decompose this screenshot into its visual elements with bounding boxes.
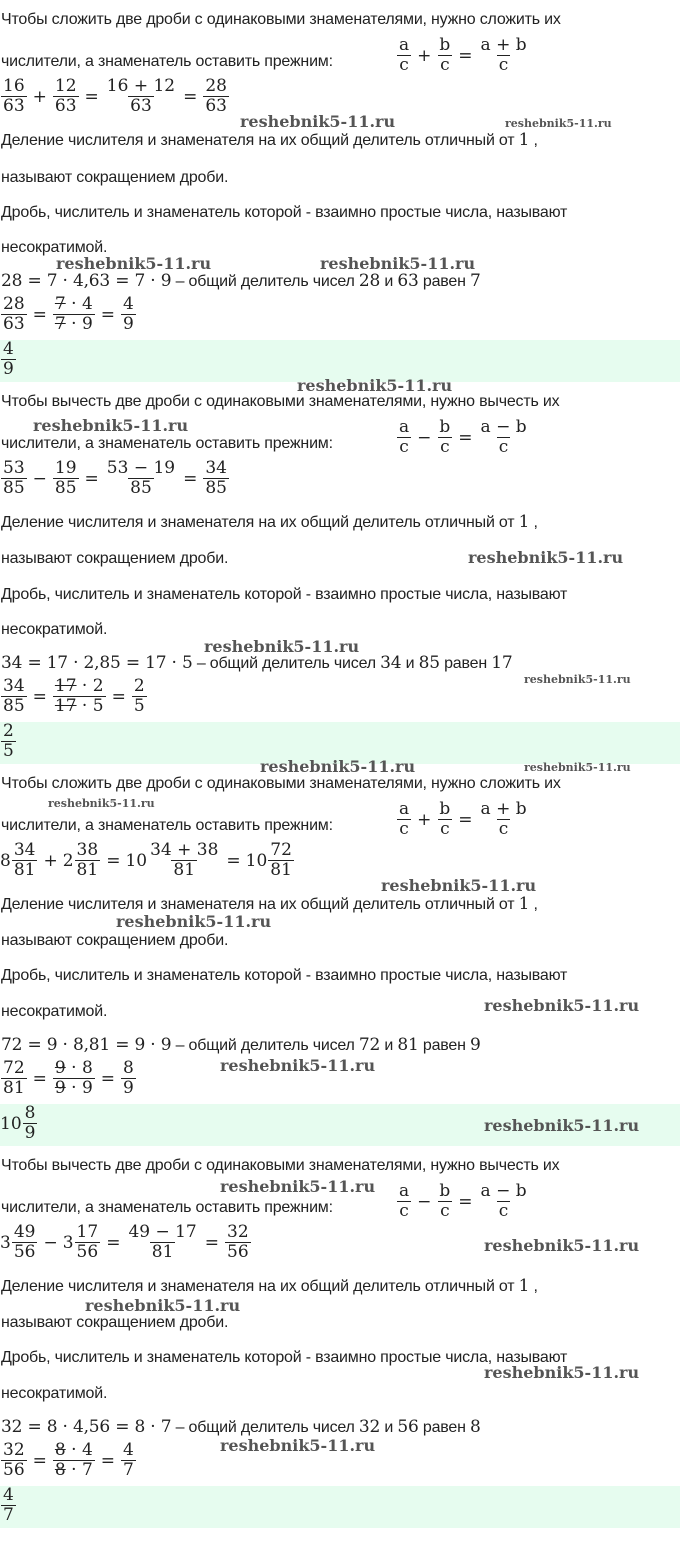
irreducible-definition: Дробь, числитель и знаменатель которой - взаимно простые числа, называют xyxy=(1,967,568,984)
reduction-definition: Деление числителя и знаменателя на их общий делитель отличный от 1 , xyxy=(1,130,538,150)
watermark: reshebnik5-11.ru xyxy=(484,1236,640,1255)
irreducible-definition: Дробь, числитель и знаменатель которой - взаимно простые числа, называют xyxy=(1,586,568,603)
calculation-formula: 8 $\frac{34}{81}$ + 2 $\frac{38}{81}$ = 10 $\frac{34 + 38}{81}$ = 10 $\frac{72}{81}$ xyxy=(0,840,292,880)
irreducible-definition: несократимой. xyxy=(1,239,108,256)
reduction-formula: $\frac{34}{85}$ = $\frac{17 \cdot 2}{17 \cdot 5}$ = $\frac{2}{5}$ xyxy=(3,676,145,716)
rule-text: Чтобы сложить две дроби с одинаковыми знаменателями, нужно сложить их xyxy=(1,11,561,28)
reduction-definition: называют сокращением дроби. xyxy=(1,1314,229,1331)
answer-fraction: $\frac{4}{9}$ xyxy=(3,339,14,379)
watermark: reshebnik5-11.ru xyxy=(505,117,612,130)
watermark: reshebnik5-11.ru xyxy=(33,416,189,435)
gcd-statement: 32 = 8 · 4,56 = 8 · 7 – общий делитель чисел 32 и 56 равен 8 xyxy=(1,1417,481,1437)
answer-fraction: $\frac{2}{5}$ xyxy=(3,721,14,761)
irreducible-definition: Дробь, числитель и знаменатель которой - взаимно простые числа, называют xyxy=(1,1349,568,1366)
rule-formula: $\frac{a}{c}$ + $\frac{b}{c}$ = $\frac{a + b}{c}$ xyxy=(399,799,527,839)
reduction-definition: называют сокращением дроби. xyxy=(1,932,229,949)
watermark: reshebnik5-11.ru xyxy=(48,797,155,810)
irreducible-definition: Дробь, числитель и знаменатель которой - взаимно простые числа, называют xyxy=(1,204,568,221)
rule-text: Чтобы сложить две дроби с одинаковыми знаменателями, нужно сложить их xyxy=(1,775,561,792)
watermark: reshebnik5-11.ru xyxy=(204,637,360,656)
gcd-statement: 28 = 7 · 4,63 = 7 · 9 – общий делитель чисел 28 и 63 равен 7 xyxy=(1,271,481,291)
rule-formula: $\frac{a}{c}$ − $\frac{b}{c}$ = $\frac{a - b}{c}$ xyxy=(399,1181,527,1221)
reduction-definition: называют сокращением дроби. xyxy=(1,550,229,567)
rule-formula: $\frac{a}{c}$ − $\frac{b}{c}$ = $\frac{a - b}{c}$ xyxy=(399,417,527,457)
rule-text: числители, а знаменатель оставить прежним: xyxy=(1,435,333,452)
watermark: reshebnik5-11.ru xyxy=(220,1436,376,1455)
watermark: reshebnik5-11.ru xyxy=(524,761,631,774)
answer-fraction: 10 $\frac{8}{9}$ xyxy=(0,1103,36,1143)
irreducible-definition: несократимой. xyxy=(1,621,108,638)
watermark: reshebnik5-11.ru xyxy=(220,1177,376,1196)
answer-band xyxy=(0,1486,680,1528)
gcd-statement: 34 = 17 · 2,85 = 17 · 5 – общий делитель чисел 34 и 85 равен 17 xyxy=(1,653,513,673)
gcd-statement: 72 = 9 · 8,81 = 9 · 9 – общий делитель чисел 72 и 81 равен 9 xyxy=(1,1035,481,1055)
watermark: reshebnik5-11.ru xyxy=(320,254,476,273)
watermark: reshebnik5-11.ru xyxy=(524,673,631,686)
watermark: reshebnik5-11.ru xyxy=(240,112,396,131)
watermark: reshebnik5-11.ru xyxy=(297,376,453,395)
calculation-formula: 3 $\frac{49}{56}$ − 3 $\frac{17}{56}$ = $\frac{49 - 17}{81}$ = $\frac{32}{56}$ xyxy=(0,1222,249,1262)
reduction-definition: называют сокращением дроби. xyxy=(1,169,229,186)
rule-text: числители, а знаменатель оставить прежним: xyxy=(1,1199,333,1216)
watermark: reshebnik5-11.ru xyxy=(484,996,640,1015)
watermark: reshebnik5-11.ru xyxy=(484,1116,640,1135)
watermark: reshebnik5-11.ru xyxy=(381,876,537,895)
watermark: reshebnik5-11.ru xyxy=(260,757,416,776)
reduction-definition: Деление числителя и знаменателя на их общий делитель отличный от 1 , xyxy=(1,1276,538,1296)
watermark: reshebnik5-11.ru xyxy=(468,548,624,567)
reduction-formula: $\frac{32}{56}$ = $\frac{8 \cdot 4}{8 \cdot 7}$ = $\frac{4}{7}$ xyxy=(3,1440,134,1480)
watermark: reshebnik5-11.ru xyxy=(85,1296,241,1315)
reduction-formula: $\frac{72}{81}$ = $\frac{9 \cdot 8}{9 \cdot 9}$ = $\frac{8}{9}$ xyxy=(3,1058,134,1098)
answer-fraction: $\frac{4}{7}$ xyxy=(3,1485,14,1525)
rule-formula: $\frac{a}{c}$ + $\frac{b}{c}$ = $\frac{a + b}{c}$ xyxy=(399,35,527,75)
watermark: reshebnik5-11.ru xyxy=(116,912,272,931)
irreducible-definition: несократимой. xyxy=(1,1385,108,1402)
irreducible-definition: несократимой. xyxy=(1,1003,108,1020)
reduction-definition: Деление числителя и знаменателя на их общий делитель отличный от 1 , xyxy=(1,894,538,914)
rule-text: числители, а знаменатель оставить прежним: xyxy=(1,817,333,834)
rule-text: Чтобы вычесть две дроби с одинаковыми знаменателями, нужно вычесть их xyxy=(1,1157,560,1174)
watermark: reshebnik5-11.ru xyxy=(56,254,212,273)
reduction-definition: Деление числителя и знаменателя на их общий делитель отличный от 1 , xyxy=(1,512,538,532)
watermark: reshebnik5-11.ru xyxy=(484,1363,640,1382)
rule-text: числители, а знаменатель оставить прежним: xyxy=(1,53,333,70)
calculation-formula: $\frac{53}{85}$ − $\frac{19}{85}$ = $\frac{53 - 19}{85}$ = $\frac{34}{85}$ xyxy=(3,458,227,498)
reduction-formula: $\frac{28}{63}$ = $\frac{7 \cdot 4}{7 \cdot 9}$ = $\frac{4}{9}$ xyxy=(3,294,134,334)
watermark: reshebnik5-11.ru xyxy=(220,1056,376,1075)
calculation-formula: $\frac{16}{63}$ + $\frac{12}{63}$ = $\frac{16 + 12}{63}$ = $\frac{28}{63}$ xyxy=(3,76,227,116)
rule-text: Чтобы вычесть две дроби с одинаковыми знаменателями, нужно вычесть их xyxy=(1,393,560,410)
